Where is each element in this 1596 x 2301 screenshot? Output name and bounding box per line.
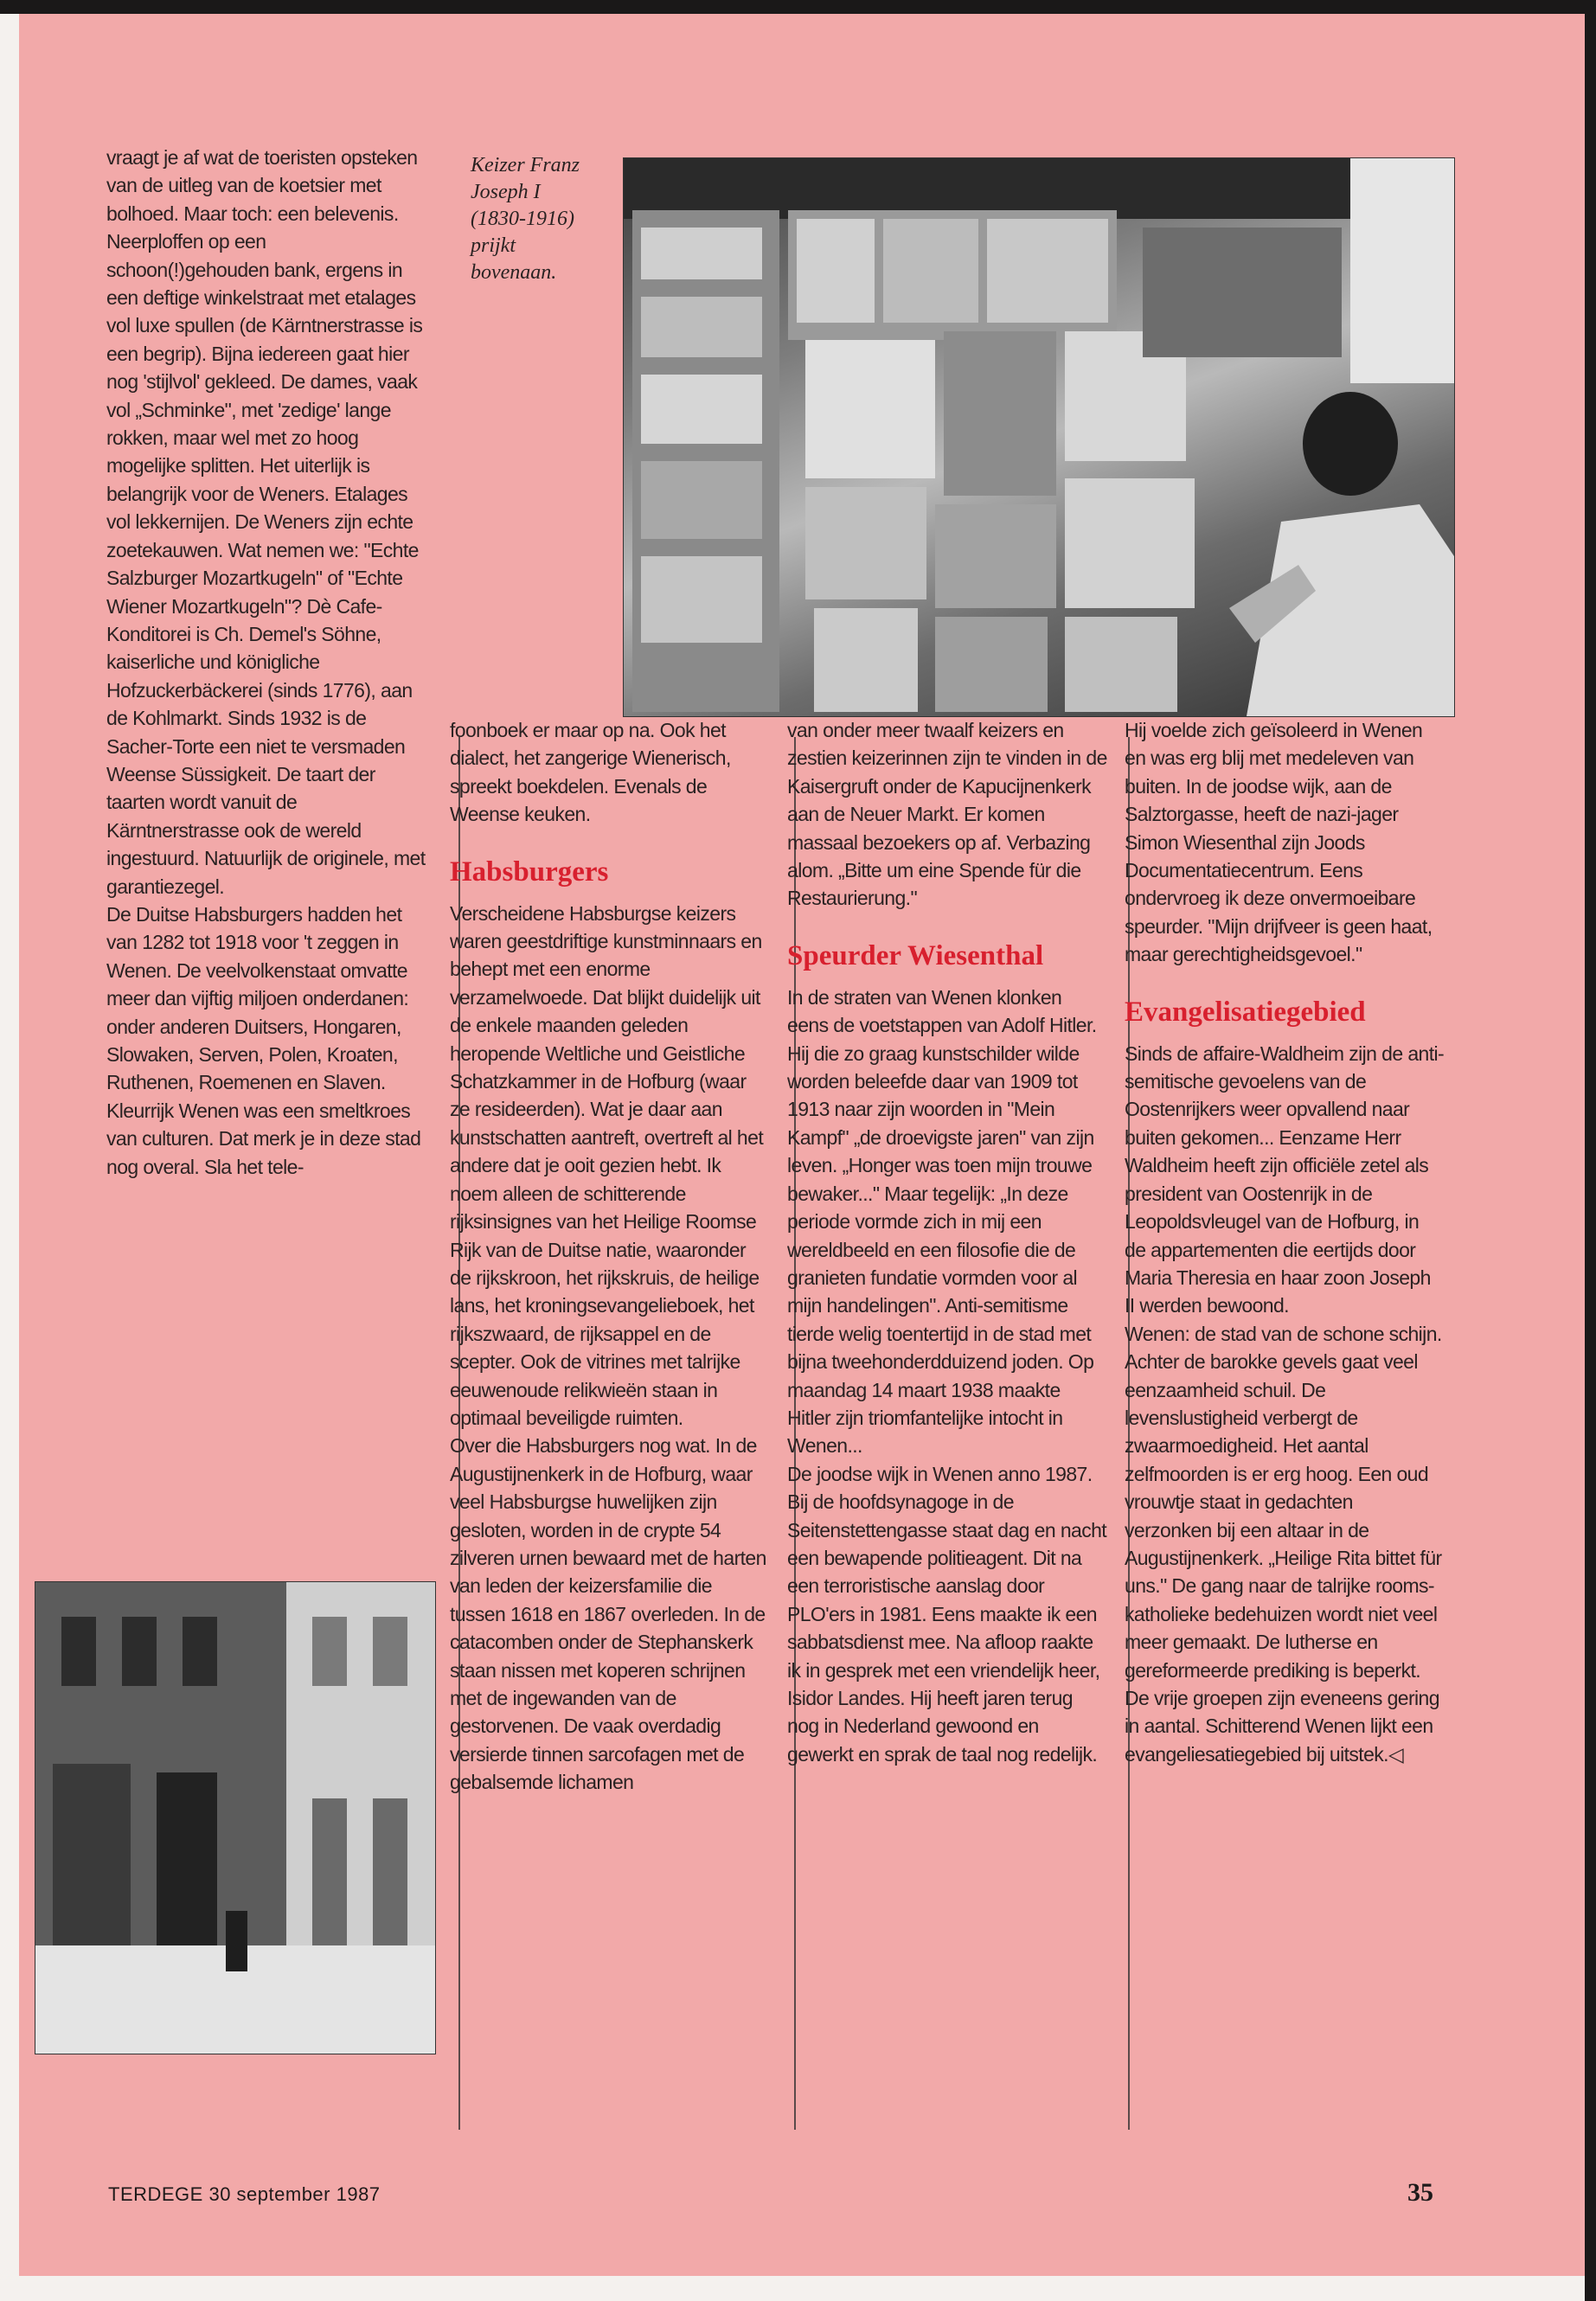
kiosk-illustration	[624, 158, 1454, 716]
column-3-paragraph: In de straten van Wenen klonken eens de voetstappen van Adolf Hitler. Hij die zo graag kunstschilder wilde worden beleefde daar van 1909 tot 1913 naar zijn woorden in "Mein Kampf" „de droevigste jaren" van zijn leven. „Honger was toen mijn trouwe bewaker..." Maar tegelijk: „In deze periode vormde zich in mij een wereldbeeld en een filosofie die de granieten fundatie vormden voor al mijn handelingen". Anti-semitisme tierde welig toentertijd in de stad met bijna tweehonderdduizend joden. Op maandag 14 maart 1938 maakte Hitler zijn triomfantelijke intocht in Wenen...	[787, 985, 1097, 1458]
column-2	[450, 716, 770, 1797]
column-4-paragraph: Sinds de affaire-Waldheim zijn de anti-semitische gevoelens van de Oostenrijkers weer opvallend naar buiten gekomen... Eenzame Herr Waldheim heeft zijn officiële zetel als president van Oostenrijk in de Leopoldsvleugel van de Hofburg, in de appartementen die eertijds door Maria Theresia en haar zoon Joseph II werden bewoond.	[1125, 1042, 1445, 1317]
column-1-paragraph: vraagt je af wat de toeristen opsteken van de uitleg van de koetsier met bolhoed. Maar toch: een belevenis. Neerploffen op een schoon(!)gehouden bank, ergens in een deftige winkelstraat met etalages vol luxe spullen (de Kärntnerstrasse is een begrip). Bijna iedereen gaat hier nog 'stijlvol' gekleed. De dames, vaak vol „Schminke", met 'zedige' lange rokken, maar wel met zo hoog mogelijke splitten. Het uiterlijk is belangrijk voor de Weners. Etalages vol lekkernijen. De Weners zijn echte zoetekauwen. Wat nemen we: "Echte Salzburger Mozartkugeln" of "Echte Wiener Mozartkugeln"? Dè Cafe-Konditorei is Ch. Demel's Söhne, kaiserliche und königliche Hofzuckerbäckerei (sinds 1776), aan de Kohlmarkt. Sinds 1932 is de Sacher-Torte een niet te versmaden Weense Süssigkeit. De taart der taarten wordt vanuit de Kärntnerstrasse ook de wereld ingestuurd. Natuurlijk de originele, met garantiezegel.	[106, 146, 426, 898]
column-4	[1125, 716, 1445, 1768]
footer-publication: TERDEGE 30 september 1987	[108, 2183, 381, 2205]
photo-vienna-street	[35, 1581, 436, 2054]
heading-habsburgers: Habsburgers	[450, 856, 609, 888]
column-2-paragraph: Over die Habsburgers nog wat. In de Augustijnenkerk in de Hofburg, waar veel Habsburgse huwelijken zijn gesloten, worden in de crypte 54 zilveren urnen bewaard met de harten van leden der keizersfamilie die tussen 1618 en 1867 overleden. In de catacomben onder de Stephanskerk staan nissen met koperen schrijnen met de ingewanden van de gestorvenen. De vaak overdadig versierde tinnen sarcofagen met de gebalsemde lichamen	[450, 1434, 766, 1794]
column-3-paragraph: De joodse wijk in Wenen anno 1987. Bij de hoofdsynagoge in de Seitenstettengasse staat dag en nacht een bewapende politieagent. Dit na een terroristische aanslag door PLO'ers in 1981. Eens maakte ik een sabbatsdienst mee. Na afloop raakte ik in gesprek met een vriendelijk heer, Isidor Landes. Hij heeft jaren terug nog in Nederland gewoond en gewerkt en sprak de taal nog redelijk.	[787, 1462, 1107, 1766]
column-1	[106, 144, 431, 1181]
magazine-page	[19, 14, 1585, 2276]
street-illustration	[35, 1582, 435, 2054]
column-2-paragraph: foonboek er maar op na. Ook het dialect, het zangerige Wienerisch, spreekt boekdelen. Evenals de Weense keuken.	[450, 719, 731, 826]
photo-caption: Keizer Franz Joseph I (1830-1916) prijkt bovenaan.	[471, 154, 580, 284]
right-border	[1585, 0, 1596, 2301]
photo-kiosk-postcards	[623, 157, 1455, 717]
heading-evangelisatiegebied: Evangelisatiegebied	[1125, 996, 1366, 1028]
page-number: 35	[1407, 2178, 1433, 2207]
column-3-paragraph: van onder meer twaalf keizers en zestien keizerinnen zijn te vinden in de Kaisergruft onder de Kapucijnenkerk aan de Neuer Markt. Er komen massaal bezoekers op af. Verbazing alom. „Bitte um eine Spende für die Restaurierung."	[787, 719, 1107, 910]
column-4-paragraph: Hij voelde zich geïsoleerd in Wenen en was erg blij met medeleven van buiten. In de joodse wijk, aan de Salztorgasse, heeft de nazi-jager Simon Wiesenthal zijn Joods Documentatiecentrum. Eens ondervroeg ik deze onvermoeibare speurder. "Mijn drijfveer is geen haat, maar gerechtigheidsgevoel."	[1125, 719, 1433, 966]
column-4-paragraph	[1125, 1320, 1445, 1769]
top-border	[0, 0, 1596, 14]
end-mark-icon: ◁	[1388, 1742, 1404, 1766]
column-4-text: Wenen: de stad van de schone schijn. Achter de barokke gevels gaat veel eenzaamheid schuil. De levenslustigheid verbergt de zwaarmoedigheid. Het aantal zelfmoorden is er erg hoog. Een oud vrouwtje staat in gedachten verzonken bij een altaar in de Augustijnenkerk. „Heilige Rita bittet für uns." De gang naar de talrijke rooms-katholieke bedehuizen wordt niet veel meer gemaakt. De lutherse en gereformeerde prediking is beperkt. De vrije groepen zijn eveneens gering in aantal. Schitterend Wenen lijkt een evangeliesatiegebied bij uitstek.	[1125, 1322, 1442, 1766]
column-3	[787, 716, 1107, 1768]
heading-speurder-wiesenthal: Speurder Wiesenthal	[787, 939, 1044, 971]
column-2-paragraph: Verscheidene Habsburgse keizers waren geestdriftige kunstminnaars en behept met een enorme verzamelwoede. Dat blijkt duidelijk uit de enkele maanden geleden heropende Weltliche und Geistliche Schatzkammer in de Hofburg (waar ze resideerden). Wat je daar aan kunstschatten aantreft, overtreft al het andere dat je ooit gezien hebt. Ik noem alleen de schitterende rijksinsignes van het Heilige Roomse Rijk van de Duitse natie, waaronder de rijkskroon, het rijkskruis, de heilige lans, het kroningsevangelieboek, het rijkszwaard, de rijksappel en de scepter. Ook de vitrines met talrijke eeuwenoude relikwieën staan in optimaal beveiligde ruimten.	[450, 901, 764, 1429]
column-1-paragraph: De Duitse Habsburgers hadden het van 1282 tot 1918 voor 't zeggen in Wenen. De veelvolkenstaat omvatte meer dan vijftig miljoen onderdanen: onder anderen Duitsers, Hongaren, Slowaken, Serven, Polen, Kroaten, Ruthenen, Roemenen en Slaven. Kleurrijk Wenen was een smeltkroes van culturen. Dat merk je in deze stad nog overal. Sla het tele-	[106, 902, 421, 1178]
